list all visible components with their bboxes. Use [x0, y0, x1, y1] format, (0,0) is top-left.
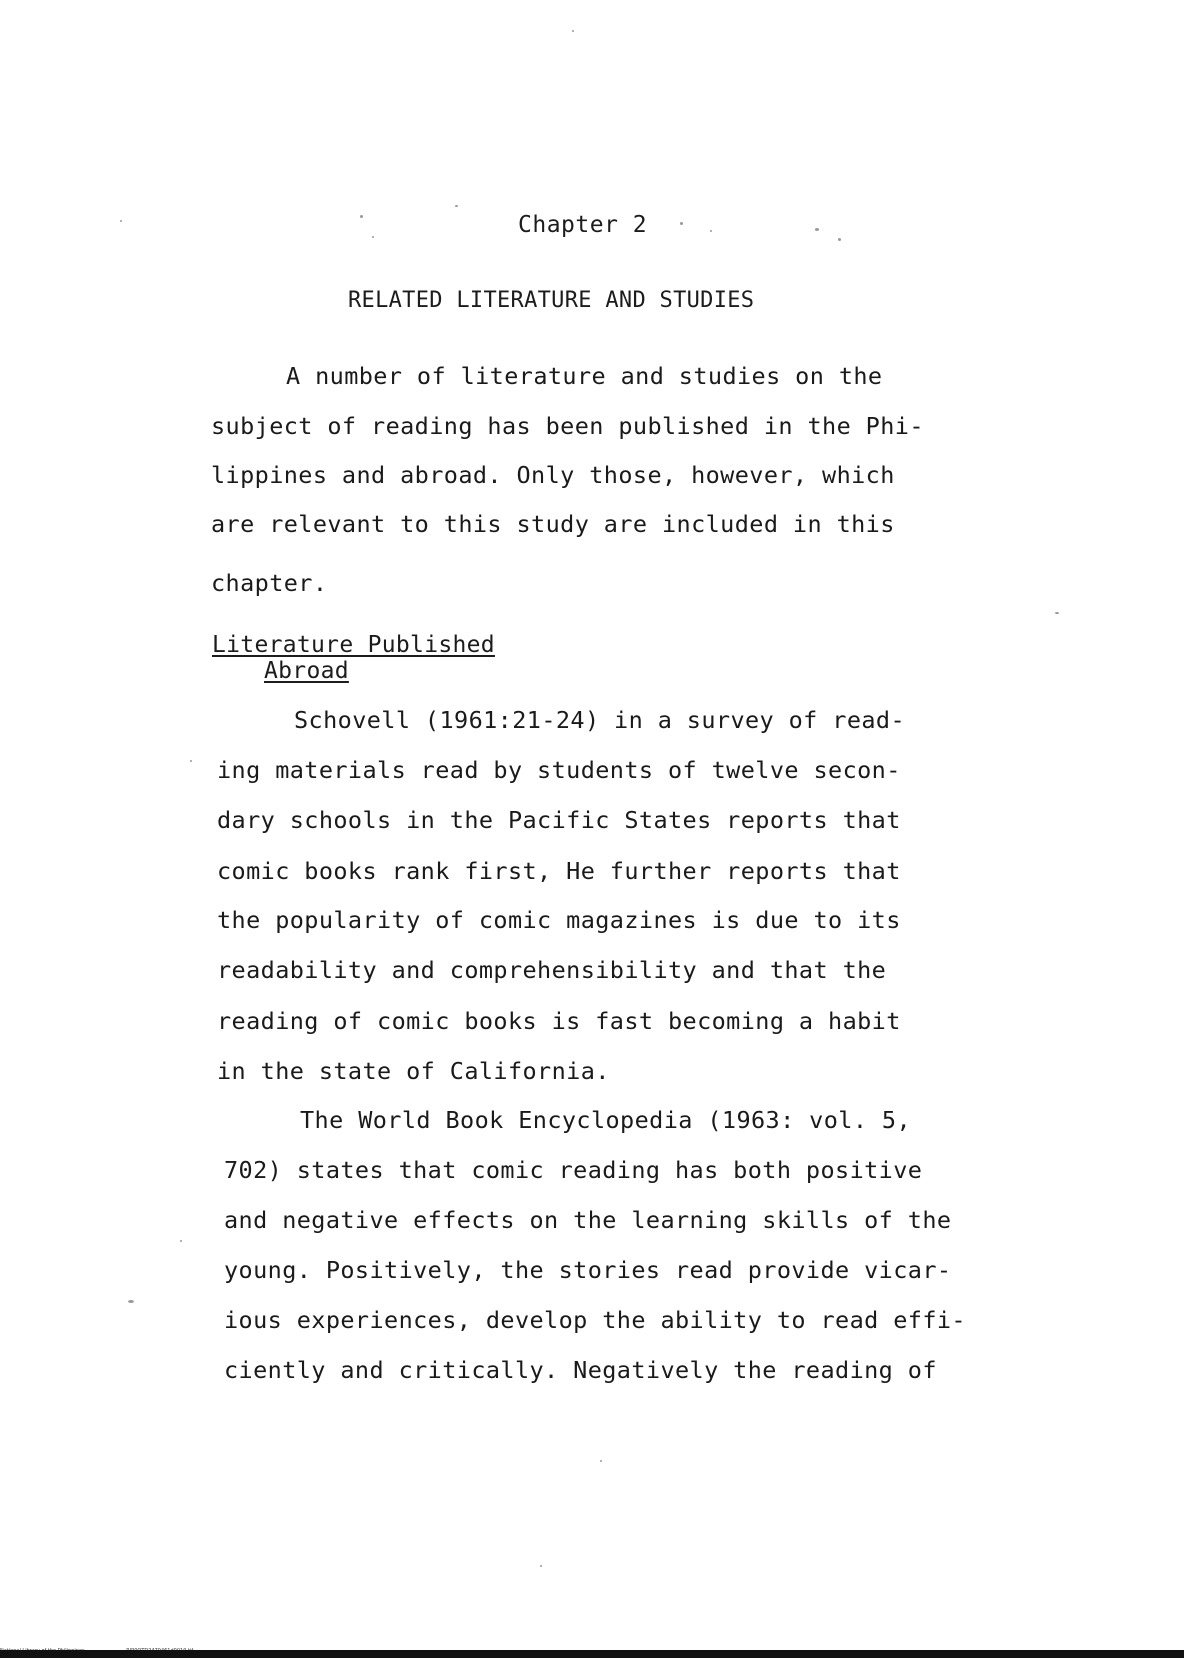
- para1-line: reading of comic books is fast becoming a habit: [217, 1007, 901, 1035]
- scan-speck: [455, 205, 458, 207]
- scan-speck: [710, 230, 712, 232]
- scan-speck: [190, 760, 192, 762]
- footer-bar: [0, 1650, 1184, 1658]
- section-heading: [212, 632, 495, 684]
- para1-line: dary schools in the Pacific States reports that: [217, 806, 901, 834]
- para2-line: The World Book Encyclopedia (1963: vol. 5,: [300, 1106, 912, 1134]
- para1-line: readability and comprehensibility and that the: [217, 956, 887, 984]
- scan-speck: [120, 220, 122, 222]
- para2-line: young. Positively, the stories read provide vicar-: [224, 1256, 952, 1284]
- scan-speck: [360, 215, 363, 218]
- para1-line: in the state of California.: [217, 1057, 610, 1085]
- section-heading-line2: Abroad: [264, 658, 349, 684]
- scan-speck: [180, 1240, 182, 1242]
- section-heading-line1: Literature Published: [212, 632, 495, 658]
- intro-line: A number of literature and studies on the: [286, 362, 883, 390]
- scan-speck: [600, 1460, 602, 1462]
- scan-speck: [128, 1300, 134, 1303]
- intro-line: chapter.: [211, 569, 328, 597]
- para1-line: the popularity of comic magazines is due to its: [217, 906, 901, 934]
- scan-speck: [815, 228, 819, 231]
- scan-speck: [372, 236, 374, 238]
- para2-line: 702) states that comic reading has both positive: [224, 1156, 923, 1184]
- para1-line: Schovell (1961:21-24) in a survey of read-: [294, 706, 906, 734]
- para1-line: comic books rank first, He further reports that: [217, 857, 901, 885]
- scan-speck: [1055, 612, 1059, 614]
- para2-line: and negative effects on the learning skills of the: [224, 1206, 952, 1234]
- scan-speck: [680, 222, 683, 225]
- para2-line: ciently and critically. Negatively the reading of: [224, 1356, 937, 1384]
- para2-line: ious experiences, develop the ability to read effi-: [224, 1306, 966, 1334]
- scan-speck: [838, 238, 841, 241]
- intro-line: are relevant to this study are included in this: [211, 510, 895, 538]
- para1-line: ing materials read by students of twelve secon-: [217, 756, 901, 784]
- intro-line: lippines and abroad. Only those, however, which: [211, 461, 895, 489]
- chapter-title: RELATED LITERATURE AND STUDIES: [348, 288, 755, 313]
- intro-line: subject of reading has been published in the Phi-: [211, 412, 924, 440]
- chapter-label: Chapter 2: [518, 212, 648, 238]
- scan-speck: [572, 30, 574, 32]
- scan-speck: [540, 1565, 542, 1567]
